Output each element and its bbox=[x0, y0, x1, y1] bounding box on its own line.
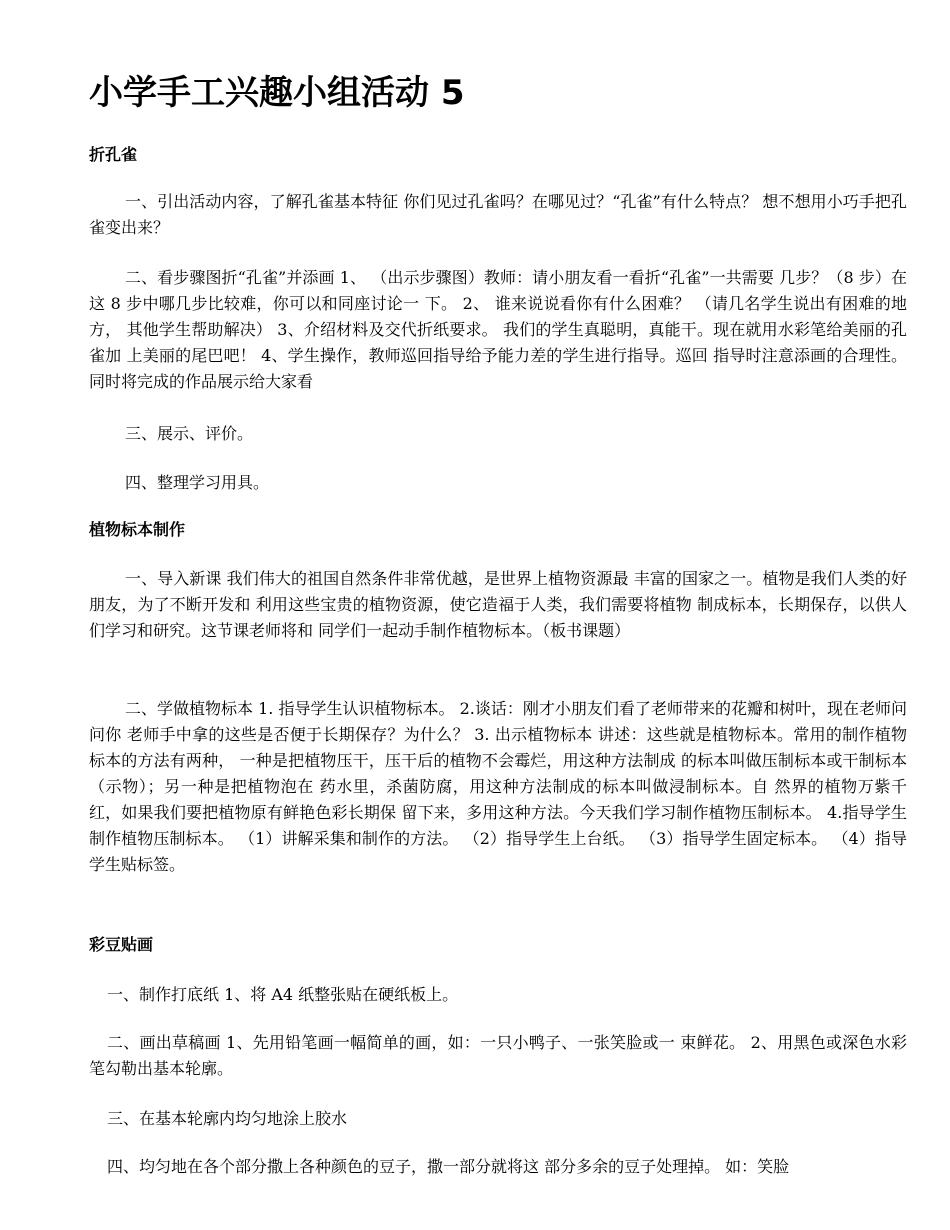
paragraph: 一、引出活动内容，了解孔雀基本特征 你们见过孔雀吗？在哪见过？“孔雀”有什么特点？ 想不想用小巧手把孔雀变出来？ bbox=[89, 192, 907, 237]
paragraph: 一、制作打底纸 1、将 A4 纸整张贴在硬纸板上。 bbox=[107, 985, 459, 1004]
paragraph: 三、在基本轮廓内均匀地涂上胶水 bbox=[107, 1109, 348, 1128]
paragraph: 四、均匀地在各个部分撒上各种颜色的豆子，撒一部分就将这 部分多余的豆子处理掉。 如：笑脸 bbox=[107, 1157, 790, 1176]
paragraph: 二、看步骤图折“孔雀”并添画 1、 （出示步骤图）教师：请小朋友看一看折“孔雀”一共需要 几步？（8 步）在这 8 步中哪几步比较难，你可以和同座讨论一 下。 2、 谁来说说看你有什么困难？ （请几名学生说出有困难的地方， 其他学生帮助解决） 3、介绍材料及交代折纸要求。 我们的学生真聪明，真能干。现在就用水彩笔给美丽的孔雀加 上美丽的尾巴吧！ 4、学生操作，教师巡回指导给予能力差的学生进行指导。巡回 指导时注意添画的合理性。同时将完成的作品展示给大家看 bbox=[89, 268, 907, 391]
section-heading-bean-collage: 彩豆贴画 bbox=[89, 935, 154, 954]
paragraph: 二、学做植物标本 1. 指导学生认识植物标本。 2.谈话：刚才小朋友们看了老师带来的花瓣和树叶，现在老师问 问你 老师手中拿的这些是否便于长期保存？为什么？ 3. 出示植物标本 讲述：这些就是植物标本。常用的制作植物标本的方法有两种， 一种是把植物压干，压干后的植物不会霉烂，用这种方法制成 的标本叫做压制标本或干制标本（示物）；另一种是把植物泡在 药水里，杀菌防腐，用这种方法制成的标本叫做浸制标本。自 然界的植物万紫千红，如果我们要把植物原有鲜艳色彩长期保 留下来，多用这种方法。今天我们学习制作植物压制标本。 4.指导学生制作植物压制标本。 （1）讲解采集和制作的方法。 （2）指导学生上台纸。 （3）指导学生固定标本。 （4）指导学生贴标签。 bbox=[89, 699, 907, 874]
paragraph: 一、导入新课 我们伟大的祖国自然条件非常优越，是世界上植物资源最 丰富的国家之一。植物是我们人类的好朋友，为了不断开发和 利用这些宝贵的植物资源，使它造福于人类，我们需要将植物 制成标本，长期保存，以供人们学习和研究。这节课老师将和 同学们一起动手制作植物标本。（板书课题） bbox=[89, 569, 907, 640]
section-heading-peacock: 折孔雀 bbox=[89, 145, 138, 164]
paragraph: 三、展示、评价。 bbox=[125, 424, 254, 443]
paragraph: 四、整理学习用具。 bbox=[125, 473, 270, 492]
paragraph: 二、画出草稿画 1、先用铅笔画一幅简单的画，如：一只小鸭子、一张笑脸或一 束鲜花。 2、用黑色或深色水彩笔勾勒出基本轮廓。 bbox=[89, 1033, 907, 1078]
section-heading-plant-specimen: 植物标本制作 bbox=[89, 520, 186, 539]
document-title: 小学手工兴趣小组活动 5 bbox=[89, 73, 465, 113]
